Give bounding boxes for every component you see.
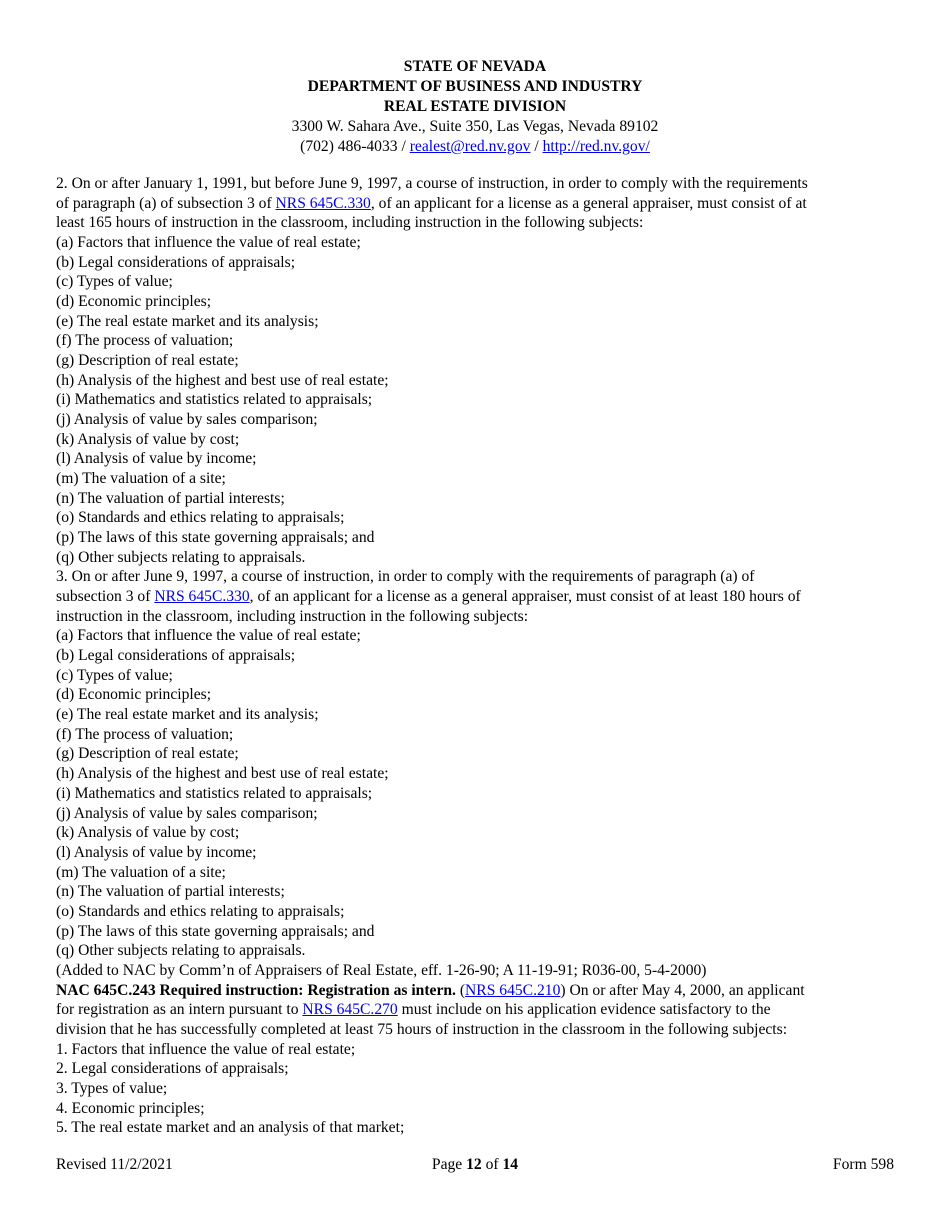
- header-separator: /: [530, 138, 543, 155]
- list-item: 1. Factors that influence the value of real estate;: [56, 1040, 356, 1058]
- list-item: (j) Analysis of value by sales comparison;: [56, 804, 318, 822]
- nrs-645c330-link[interactable]: NRS 645C.330: [154, 588, 250, 606]
- revised-date: Revised 11/2/2021: [56, 1156, 173, 1173]
- list-item: (a) Factors that influence the value of real estate;: [56, 234, 361, 252]
- header-phone: (702) 486-4033: [300, 138, 398, 155]
- list-item: (k) Analysis of value by cost;: [56, 824, 240, 842]
- list-item: (k) Analysis of value by cost;: [56, 430, 240, 448]
- list-item: (p) The laws of this state governing appraisals; and: [56, 922, 375, 940]
- list-item: (e) The real estate market and its analysis;: [56, 706, 319, 724]
- section2-intro-line: 2. On or after January 1, 1991, but before June 9, 1997, a course of instruction, in order to comply with the requirements: [56, 175, 808, 192]
- list-item: (l) Analysis of value by income;: [56, 450, 257, 468]
- section2-subject-list: [56, 233, 896, 567]
- current-page: 12: [466, 1156, 482, 1173]
- email-link[interactable]: realest@red.nv.gov: [409, 138, 531, 155]
- list-item: (j) Analysis of value by sales comparison;: [56, 411, 318, 429]
- nac243-text-line: division that he has successfully completed at least 75 hours of instruction in the classroom in the following subjects:: [56, 1020, 788, 1038]
- list-item: (c) Types of value;: [56, 273, 173, 291]
- list-item: (f) The process of valuation;: [56, 725, 234, 743]
- header-division: REAL ESTATE DIVISION: [383, 98, 567, 115]
- section2-intro-line: of paragraph (a) of subsection 3 of NRS 645C.330, of an applicant for a license as a general appraiser, must consist of at: [56, 194, 807, 212]
- list-item: (f) The process of valuation;: [56, 332, 234, 350]
- list-item: (i) Mathematics and statistics related to appraisals;: [56, 784, 373, 802]
- list-item: (n) The valuation of partial interests;: [56, 489, 285, 507]
- list-item: (h) Analysis of the highest and best use of real estate;: [56, 371, 389, 389]
- list-item: 4. Economic principles;: [56, 1099, 205, 1117]
- list-item: (m) The valuation of a site;: [56, 470, 226, 488]
- document-body: [56, 174, 896, 1138]
- list-item: (o) Standards and ethics relating to appraisals;: [56, 902, 345, 920]
- history-note: (Added to NAC by Comm’n of Appraisers of Real Estate, eff. 1-26-90; A 11-19-91; R036-00, 5-4-2000): [56, 961, 707, 979]
- nrs-645c270-link[interactable]: NRS 645C.270: [302, 1001, 398, 1019]
- website-link[interactable]: http://red.nv.gov/: [542, 138, 650, 155]
- list-item: (m) The valuation of a site;: [56, 863, 226, 881]
- nrs-645c210-link[interactable]: NRS 645C.210: [465, 981, 561, 999]
- header-state: STATE OF NEVADA: [403, 58, 547, 75]
- list-item: (d) Economic principles;: [56, 686, 212, 704]
- list-item: (i) Mathematics and statistics related to appraisals;: [56, 391, 373, 409]
- page-number: Page 12 of 14: [431, 1156, 519, 1173]
- total-pages: 14: [502, 1156, 519, 1173]
- list-item: (h) Analysis of the highest and best use of real estate;: [56, 765, 389, 783]
- section3-intro-line: subsection 3 of NRS 645C.330, of an applicant for a license as a general appraiser, must consist of at least 180 hours of: [56, 588, 801, 606]
- header-separator: /: [397, 138, 410, 155]
- header-department: DEPARTMENT OF BUSINESS AND INDUSTRY: [307, 78, 643, 95]
- nrs-645c330-link[interactable]: NRS 645C.330: [275, 194, 371, 212]
- nac243-heading-line: NAC 645C.243 Required instruction: Registration as intern. (NRS 645C.210) On or after May 4, 2000, an applicant: [56, 981, 805, 999]
- nac243-title: NAC 645C.243 Required instruction: Registration as intern.: [56, 981, 456, 999]
- header-contact: [0, 137, 950, 157]
- list-item: (q) Other subjects relating to appraisals.: [56, 942, 306, 960]
- list-item: 5. The real estate market and an analysis of that market;: [56, 1119, 405, 1137]
- list-item: (b) Legal considerations of appraisals;: [56, 253, 296, 271]
- list-item: (p) The laws of this state governing appraisals; and: [56, 529, 375, 547]
- list-item: (g) Description of real estate;: [56, 352, 239, 370]
- nac243-text-line: for registration as an intern pursuant to NRS 645C.270 must include on his application evidence satisfactory to the: [56, 1001, 771, 1019]
- nac243-subject-list: [56, 1040, 896, 1138]
- document-header: [0, 57, 950, 157]
- form-number: Form 598: [832, 1156, 894, 1173]
- list-item: (d) Economic principles;: [56, 293, 212, 311]
- list-item: (o) Standards and ethics relating to appraisals;: [56, 509, 345, 527]
- section3-subject-list: [56, 626, 896, 960]
- section3-intro-line: instruction in the classroom, including instruction in the following subjects:: [56, 607, 529, 625]
- section3-intro-line: 3. On or after June 9, 1997, a course of instruction, in order to comply with the requirements of paragraph (a) of: [56, 568, 755, 586]
- list-item: (a) Factors that influence the value of real estate;: [56, 627, 361, 645]
- list-item: (b) Legal considerations of appraisals;: [56, 647, 296, 665]
- list-item: 2. Legal considerations of appraisals;: [56, 1060, 289, 1078]
- list-item: (l) Analysis of value by income;: [56, 843, 257, 861]
- list-item: 3. Types of value;: [56, 1079, 168, 1097]
- list-item: (e) The real estate market and its analysis;: [56, 312, 319, 330]
- page-footer: [56, 1155, 894, 1175]
- list-item: (q) Other subjects relating to appraisals.: [56, 548, 306, 566]
- list-item: (n) The valuation of partial interests;: [56, 883, 285, 901]
- list-item: (g) Description of real estate;: [56, 745, 239, 763]
- section2-intro-line: least 165 hours of instruction in the classroom, including instruction in the following subjects:: [56, 214, 644, 232]
- list-item: (c) Types of value;: [56, 666, 173, 684]
- header-address: 3300 W. Sahara Ave., Suite 350, Las Vegas, Nevada 89102: [291, 118, 659, 135]
